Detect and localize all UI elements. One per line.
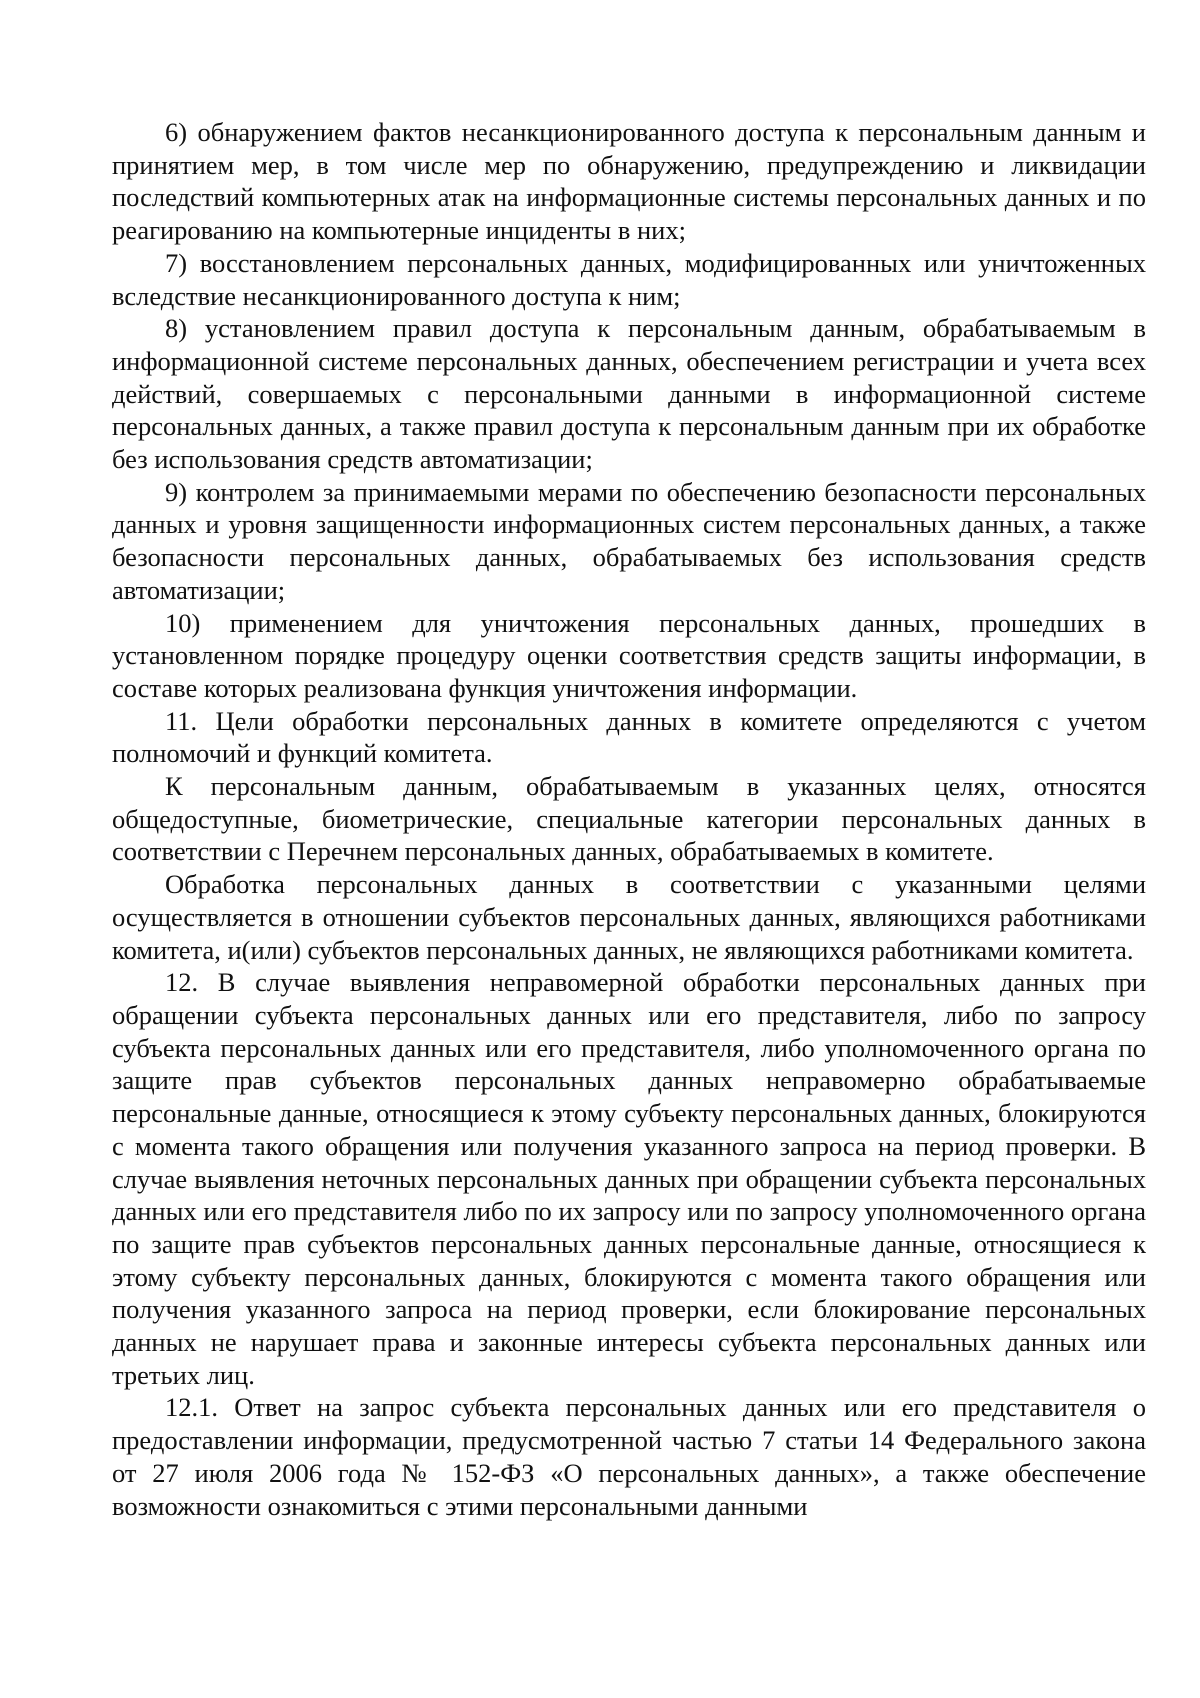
paragraph-item-7: 7) восстановлением персональных данных, модифицированных или уничтоженных вследствие несанкционированного доступа к ним; xyxy=(112,247,1146,311)
document-body xyxy=(112,116,1146,1522)
paragraph-processing-subjects: Обработка персональных данных в соответствии с указанными целями осуществляется в отношении субъектов персональных данных, являющихся работниками комитета, и(или) субъектов персональных данных, не являющихся работниками комитета. xyxy=(112,869,1146,965)
paragraph-item-10: 10) применением для уничтожения персональных данных, прошедших в установленном порядке процедуру оценки соответствия средств защиты информации, в составе которых реализована функция уничтожения информации. xyxy=(112,607,1146,703)
paragraph-data-categories: К персональным данным, обрабатываемым в указанных целях, относятся общедоступные, биометрические, специальные категории персональных данных в соответствии с Перечнем персональных данных, обрабатываемых в комитете. xyxy=(112,771,1146,867)
paragraph-section-12-1: 12.1. Ответ на запрос субъекта персональных данных или его представителя о предоставлении информации, предусмотренной частью 7 статьи 14 Федерального закона от 27 июля 2006 года № 152-ФЗ «О персональных данных», а также обеспечение возможности ознакомиться с этими персональными данными xyxy=(112,1392,1146,1521)
paragraph-item-6: 6) обнаружением фактов несанкционированного доступа к персональным данным и принятием мер, в том числе мер по обнаружению, предупреждению и ликвидации последствий компьютерных атак на информационные системы персональных данных и по реагированию на компьютерные инциденты в них; xyxy=(112,117,1146,246)
paragraph-section-12: 12. В случае выявления неправомерной обработки персональных данных при обращении субъекта персональных данных или его представителя, либо по запросу субъекта персональных данных или его представителя, либо уполномоченного органа по защите прав субъектов персональных данных неправомерно обрабатываемые персональные данные, относящиеся к этому субъекту персональных данных, блокируются с момента такого обращения или получения указанного запроса на период проверки. В случае выявления неточных персональных данных при обращении субъекта персональных данных или его представителя либо по их запросу или по запросу уполномоченного органа по защите прав субъектов персональных данных персональные данные, относящиеся к этому субъекту персональных данных, блокируются с момента такого обращения или получения указанного запроса на период проверки, если блокирование персональных данных не нарушает права и законные интересы субъекта персональных данных или третьих лиц. xyxy=(112,967,1146,1390)
paragraph-item-9: 9) контролем за принимаемыми мерами по обеспечению безопасности персональных данных и уровня защищенности информационных систем персональных данных, а также безопасности персональных данных, обрабатываемых без использования средств автоматизации; xyxy=(112,476,1146,605)
paragraph-item-8: 8) установлением правил доступа к персональным данным, обрабатываемым в информационной системе персональных данных, обеспечением регистрации и учета всех действий, совершаемых с персональными данными в информационной системе персональных данных, а также правил доступа к персональным данным при их обработке без использования средств автоматизации; xyxy=(112,313,1146,475)
paragraph-section-11: 11. Цели обработки персональных данных в комитете определяются с учетом полномочий и функций комитета. xyxy=(112,705,1146,769)
